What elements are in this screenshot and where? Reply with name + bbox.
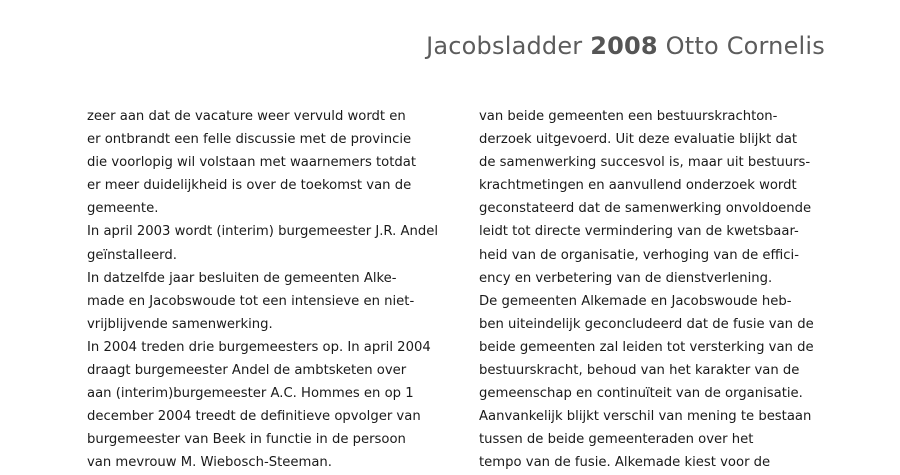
text-line: tussen de beide gemeenteraden over het: [479, 432, 754, 448]
text-line: bestuurskracht, behoud van het karakter van de: [479, 363, 800, 379]
text-line: van beide gemeenten een bestuurskrachton-: [479, 109, 778, 124]
header-author: Otto Cornelis: [665, 32, 825, 60]
text-line: van mevrouw M. Wiebosch-Steeman.: [87, 455, 332, 471]
text-line: gemeenschap en continuïteit van de organisatie.: [479, 386, 803, 402]
text-line: gemeente.: [87, 201, 159, 217]
text-line: burgemeester van Beek in functie in de persoon: [87, 432, 406, 448]
header-title: Jacobsladder: [426, 32, 583, 60]
text-line: leidt tot directe vermindering van de kwetsbaar-: [479, 224, 799, 240]
text-line: beide gemeenten zal leiden tot versterking van de: [479, 339, 814, 355]
right-text-column: [479, 105, 814, 475]
text-line: derzoek uitgevoerd. Uit deze evaluatie blijkt dat: [479, 132, 798, 148]
header-year: 2008: [590, 32, 658, 60]
text-line: vrijblijvende samenwerking.: [87, 316, 273, 332]
left-text-column: [87, 105, 438, 475]
text-line: aan (interim)burgemeester A.C. Hommes en op 1: [87, 386, 414, 402]
text-line: die voorlopig wil volstaan met waarnemers totdat: [87, 155, 417, 171]
text-line: draagt burgemeester Andel de ambtsketen over: [87, 363, 407, 379]
text-line: december 2004 treedt de definitieve opvolger van: [87, 409, 421, 425]
text-line: In datzelfde jaar besluiten de gemeenten Alke-: [87, 270, 397, 286]
text-line: made en Jacobswoude tot een intensieve en niet-: [87, 293, 415, 309]
text-line: geconstateerd dat de samenwerking onvoldoende: [479, 201, 812, 217]
text-line: In 2004 treden drie burgemeesters op. In april 2004: [87, 339, 431, 355]
text-line: In april 2003 wordt (interim) burgemeester J.R. Andel: [87, 224, 439, 240]
text-line: er ontbrandt een felle discussie met de provincie: [87, 132, 412, 148]
text-line: De gemeenten Alkemade en Jacobswoude heb-: [479, 293, 792, 309]
text-line: geïnstalleerd.: [87, 247, 177, 263]
text-line: heid van de organisatie, verhoging van de effici-: [479, 247, 799, 263]
text-line: zeer aan dat de vacature weer vervuld wordt en: [87, 109, 406, 124]
text-line: de samenwerking succesvol is, maar uit bestuurs-: [479, 155, 811, 171]
text-line: ency en verbetering van de dienstverlening.: [479, 270, 773, 286]
page-header: [426, 32, 825, 60]
text-line: tempo van de fusie. Alkemade kiest voor de: [479, 455, 771, 471]
text-line: ben uiteindelijk geconcludeerd dat de fusie van de: [479, 316, 814, 332]
text-line: er meer duidelijkheid is over de toekomst van de: [87, 178, 412, 194]
text-line: krachtmetingen en aanvullend onderzoek wordt: [479, 178, 797, 194]
text-line: Aanvankelijk blijkt verschil van mening te bestaan: [479, 409, 812, 425]
